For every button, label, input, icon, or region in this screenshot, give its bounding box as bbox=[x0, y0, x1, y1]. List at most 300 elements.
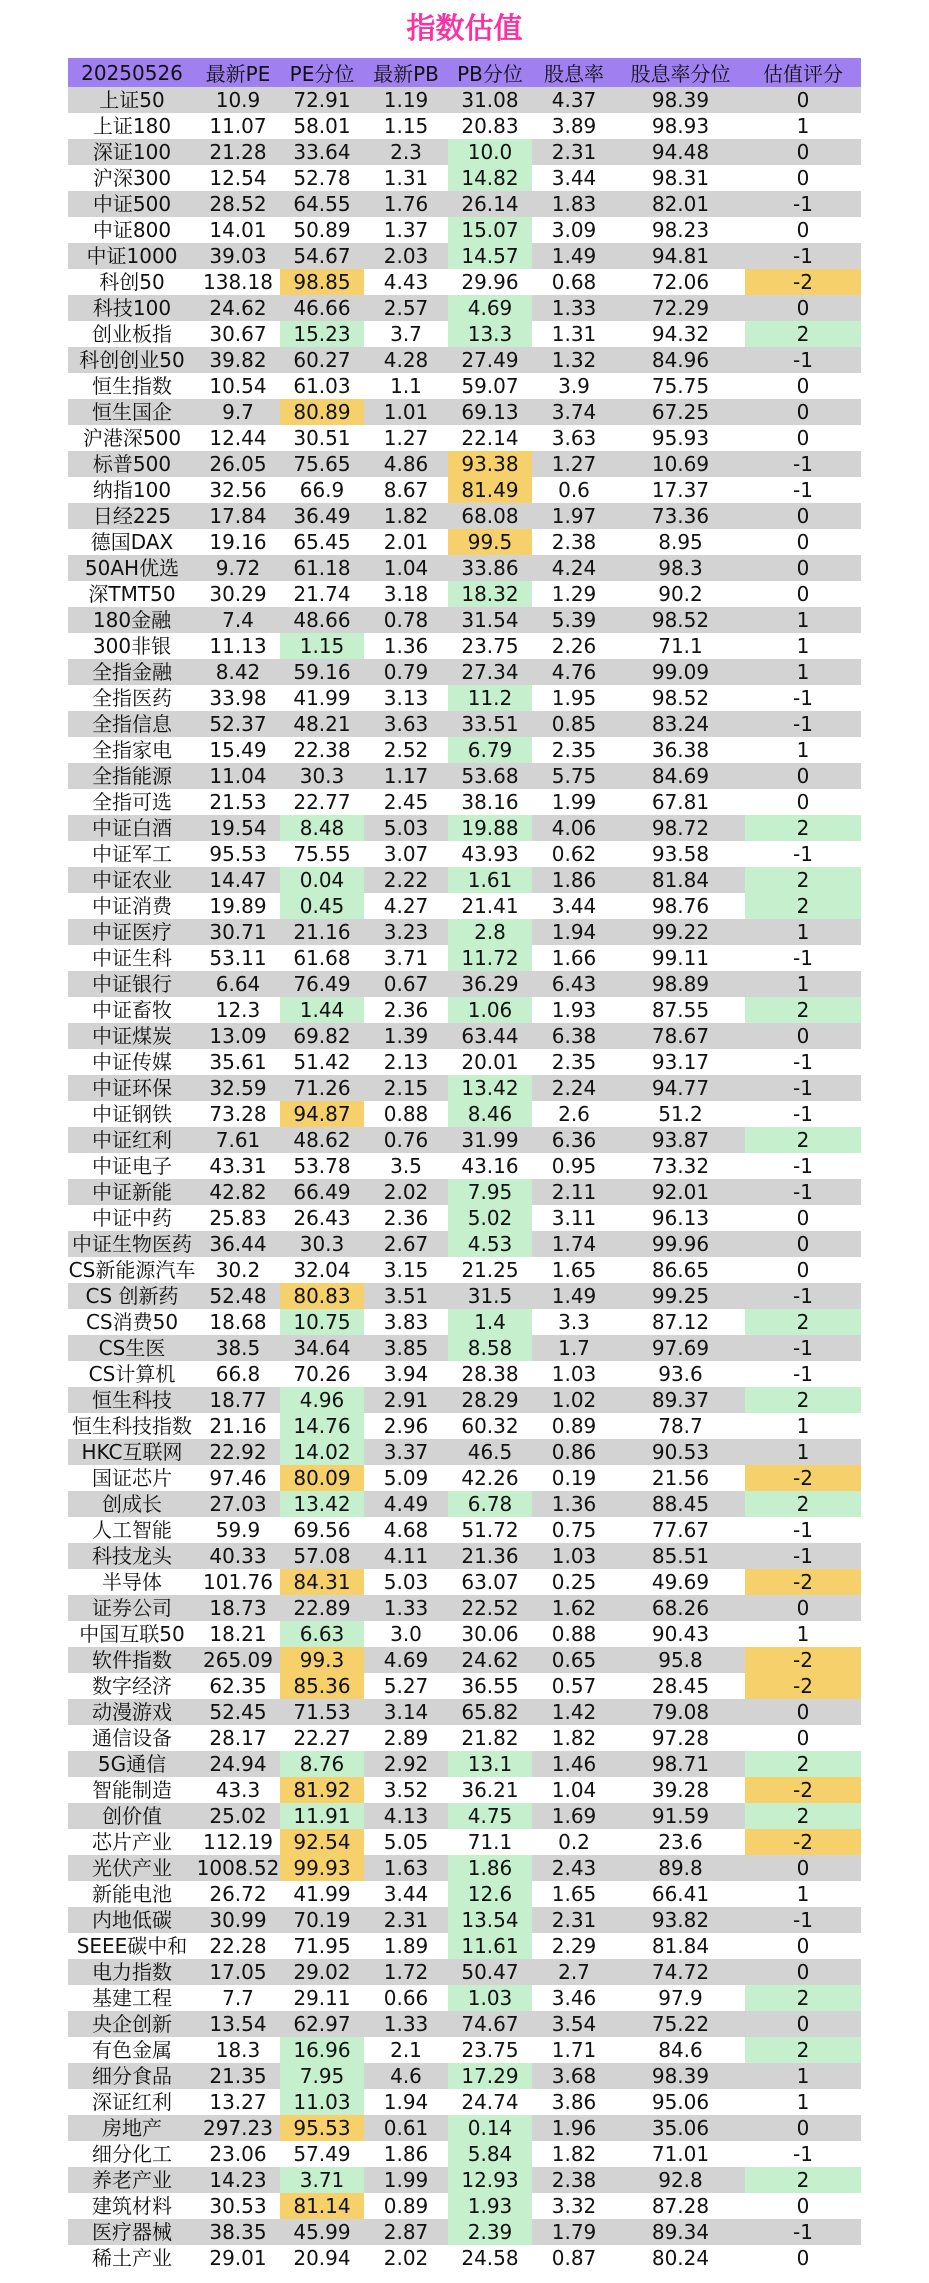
dividend-yield-cell: 0.89 bbox=[532, 1413, 616, 1439]
dividend-percentile-cell: 82.01 bbox=[616, 191, 745, 217]
pe-percentile-cell: 11.91 bbox=[280, 1803, 364, 1829]
pb-cell: 4.11 bbox=[364, 1543, 448, 1569]
pe-percentile-cell: 16.96 bbox=[280, 2037, 364, 2063]
dividend-yield-cell: 1.94 bbox=[532, 919, 616, 945]
valuation-score-cell: -2 bbox=[745, 1777, 861, 1803]
pe-cell: 97.46 bbox=[196, 1465, 280, 1491]
pe-cell: 28.52 bbox=[196, 191, 280, 217]
pe-cell: 138.18 bbox=[196, 269, 280, 295]
dividend-percentile-cell: 98.39 bbox=[616, 2063, 745, 2089]
table-row bbox=[68, 1751, 861, 1777]
dividend-percentile-cell: 89.34 bbox=[616, 2219, 745, 2245]
valuation-score-cell: -1 bbox=[745, 1907, 861, 1933]
index-name-cell: 180金融 bbox=[68, 607, 196, 633]
dividend-percentile-cell: 77.67 bbox=[616, 1517, 745, 1543]
dividend-yield-cell: 2.29 bbox=[532, 1933, 616, 1959]
valuation-score-cell: -1 bbox=[745, 1335, 861, 1361]
table-row bbox=[68, 139, 861, 165]
dividend-percentile-cell: 87.12 bbox=[616, 1309, 745, 1335]
index-name-cell: CS新能源汽车 bbox=[68, 1258, 196, 1282]
pe-percentile-cell: 72.91 bbox=[280, 87, 364, 113]
pe-cell: 21.53 bbox=[196, 789, 280, 815]
dividend-yield-cell: 1.03 bbox=[532, 1543, 616, 1569]
dividend-percentile-cell: 67.81 bbox=[616, 789, 745, 815]
dividend-percentile-cell: 98.3 bbox=[616, 555, 745, 581]
pb-percentile-cell: 13.54 bbox=[448, 1907, 532, 1933]
pb-cell: 2.92 bbox=[364, 1751, 448, 1777]
pe-cell: 30.71 bbox=[196, 919, 280, 945]
dividend-yield-cell: 0.62 bbox=[532, 841, 616, 867]
dividend-yield-cell: 0.68 bbox=[532, 269, 616, 295]
table-row bbox=[68, 633, 861, 659]
index-name-cell: 科创创业50 bbox=[68, 347, 196, 373]
pe-percentile-cell: 81.14 bbox=[280, 2193, 364, 2219]
dividend-percentile-cell: 84.96 bbox=[616, 347, 745, 373]
index-name-cell: 光伏产业 bbox=[68, 1855, 196, 1881]
pb-percentile-cell: 60.32 bbox=[448, 1413, 532, 1439]
dividend-yield-cell: 0.85 bbox=[532, 711, 616, 737]
pe-cell: 25.02 bbox=[196, 1803, 280, 1829]
pb-percentile-cell: 31.99 bbox=[448, 1127, 532, 1153]
dividend-yield-cell: 1.74 bbox=[532, 1231, 616, 1257]
pe-cell: 73.28 bbox=[196, 1101, 280, 1127]
pb-percentile-cell: 12.6 bbox=[448, 1881, 532, 1907]
table-row bbox=[68, 269, 861, 295]
index-name-cell: 中证800 bbox=[68, 217, 196, 243]
dividend-yield-cell: 0.86 bbox=[532, 1439, 616, 1465]
dividend-percentile-cell: 94.77 bbox=[616, 1075, 745, 1101]
index-name-cell: 50AH优选 bbox=[68, 555, 196, 581]
dividend-percentile-cell: 67.25 bbox=[616, 399, 745, 425]
dividend-yield-cell: 6.38 bbox=[532, 1023, 616, 1049]
index-name-cell: 恒生指数 bbox=[68, 373, 196, 399]
dividend-percentile-cell: 95.8 bbox=[616, 1647, 745, 1673]
pe-percentile-cell: 80.83 bbox=[280, 1283, 364, 1309]
pb-cell: 5.09 bbox=[364, 1465, 448, 1491]
dividend-yield-cell: 3.46 bbox=[532, 1985, 616, 2011]
table-row bbox=[68, 425, 861, 451]
table-row bbox=[68, 1855, 861, 1881]
dividend-percentile-cell: 98.93 bbox=[616, 113, 745, 139]
pe-cell: 12.54 bbox=[196, 165, 280, 191]
pb-cell: 1.33 bbox=[364, 2011, 448, 2037]
table-row bbox=[68, 1127, 861, 1153]
dividend-percentile-cell: 93.58 bbox=[616, 841, 745, 867]
table-row bbox=[68, 841, 861, 867]
pe-percentile-cell: 34.64 bbox=[280, 1335, 364, 1361]
index-name-cell: 中证银行 bbox=[68, 971, 196, 997]
dividend-percentile-cell: 97.28 bbox=[616, 1725, 745, 1751]
table-row bbox=[68, 2245, 861, 2271]
dividend-percentile-cell: 21.56 bbox=[616, 1465, 745, 1491]
table-row bbox=[68, 347, 861, 373]
pb-cell: 0.88 bbox=[364, 1101, 448, 1127]
pb-cell: 1.31 bbox=[364, 165, 448, 191]
dividend-yield-cell: 1.49 bbox=[532, 1283, 616, 1309]
pb-percentile-cell: 81.49 bbox=[448, 477, 532, 503]
table-row bbox=[68, 1569, 861, 1595]
table-row bbox=[68, 191, 861, 217]
index-name-cell: 科技龙头 bbox=[68, 1543, 196, 1569]
pb-cell: 3.44 bbox=[364, 1881, 448, 1907]
pb-percentile-cell: 5.02 bbox=[448, 1205, 532, 1231]
pe-cell: 66.8 bbox=[196, 1361, 280, 1387]
pb-percentile-cell: 30.06 bbox=[448, 1621, 532, 1647]
pe-cell: 24.94 bbox=[196, 1751, 280, 1777]
index-name-cell: 芯片产业 bbox=[68, 1829, 196, 1855]
index-name-cell: 恒生科技 bbox=[68, 1387, 196, 1413]
pe-percentile-cell: 81.92 bbox=[280, 1777, 364, 1803]
column-header-pe: 最新PE bbox=[196, 58, 280, 87]
table-row bbox=[68, 295, 861, 321]
pe-percentile-cell: 52.78 bbox=[280, 165, 364, 191]
valuation-score-cell: 1 bbox=[745, 659, 861, 685]
pe-cell: 30.29 bbox=[196, 581, 280, 607]
pb-percentile-cell: 22.14 bbox=[448, 425, 532, 451]
pb-percentile-cell: 2.8 bbox=[448, 919, 532, 945]
pb-percentile-cell: 26.14 bbox=[448, 191, 532, 217]
pe-cell: 19.54 bbox=[196, 815, 280, 841]
index-name-cell: 标普500 bbox=[68, 451, 196, 477]
index-name-cell: 全指信息 bbox=[68, 711, 196, 737]
pb-percentile-cell: 8.58 bbox=[448, 1335, 532, 1361]
valuation-score-cell: 2 bbox=[745, 2037, 861, 2063]
pe-percentile-cell: 71.53 bbox=[280, 1699, 364, 1725]
valuation-score-cell: -1 bbox=[745, 347, 861, 373]
pb-percentile-cell: 1.03 bbox=[448, 1985, 532, 2011]
table-row bbox=[68, 815, 861, 841]
dividend-percentile-cell: 71.1 bbox=[616, 633, 745, 659]
pb-percentile-cell: 36.55 bbox=[448, 1673, 532, 1699]
dividend-percentile-cell: 98.89 bbox=[616, 971, 745, 997]
index-name-cell: 央企创新 bbox=[68, 2011, 196, 2037]
table-row bbox=[68, 1595, 861, 1621]
dividend-percentile-cell: 91.59 bbox=[616, 1803, 745, 1829]
index-name-cell: CS计算机 bbox=[68, 1361, 196, 1387]
table-row bbox=[68, 659, 861, 685]
pe-cell: 39.82 bbox=[196, 347, 280, 373]
valuation-score-cell: 2 bbox=[745, 2167, 861, 2193]
valuation-score-cell: 2 bbox=[745, 1127, 861, 1153]
pe-cell: 19.89 bbox=[196, 893, 280, 919]
dividend-percentile-cell: 95.06 bbox=[616, 2089, 745, 2115]
valuation-score-cell: -2 bbox=[745, 269, 861, 295]
valuation-score-cell: -1 bbox=[745, 1543, 861, 1569]
dividend-yield-cell: 3.54 bbox=[532, 2011, 616, 2037]
valuation-score-cell: 0 bbox=[745, 1231, 861, 1257]
pe-cell: 9.72 bbox=[196, 555, 280, 581]
table-row bbox=[68, 1361, 861, 1387]
pe-cell: 21.28 bbox=[196, 139, 280, 165]
valuation-score-cell: 0 bbox=[745, 373, 861, 399]
pe-percentile-cell: 65.45 bbox=[280, 529, 364, 555]
table-row bbox=[68, 2219, 861, 2245]
dividend-percentile-cell: 97.9 bbox=[616, 1985, 745, 2011]
pb-cell: 3.71 bbox=[364, 945, 448, 971]
valuation-score-cell: 1 bbox=[745, 1881, 861, 1907]
valuation-score-cell: 0 bbox=[745, 2115, 861, 2141]
valuation-score-cell: 1 bbox=[745, 737, 861, 763]
table-row bbox=[68, 997, 861, 1023]
index-name-cell: 智能制造 bbox=[68, 1777, 196, 1803]
pe-cell: 13.54 bbox=[196, 2011, 280, 2037]
valuation-score-cell: 2 bbox=[745, 893, 861, 919]
pb-percentile-cell: 65.82 bbox=[448, 1699, 532, 1725]
pe-cell: 8.42 bbox=[196, 659, 280, 685]
table-row bbox=[68, 971, 861, 997]
index-name-cell: 德国DAX bbox=[68, 529, 196, 555]
pb-cell: 0.66 bbox=[364, 1985, 448, 2011]
table-row bbox=[68, 1621, 861, 1647]
pe-cell: 13.09 bbox=[196, 1023, 280, 1049]
valuation-score-cell: -1 bbox=[745, 477, 861, 503]
pb-percentile-cell: 43.93 bbox=[448, 841, 532, 867]
pb-cell: 3.5 bbox=[364, 1153, 448, 1179]
pe-cell: 7.61 bbox=[196, 1127, 280, 1153]
dividend-percentile-cell: 89.8 bbox=[616, 1855, 745, 1881]
dividend-percentile-cell: 86.65 bbox=[616, 1257, 745, 1283]
pb-percentile-cell: 19.88 bbox=[448, 815, 532, 841]
valuation-score-cell: -2 bbox=[745, 1829, 861, 1855]
table-row bbox=[68, 2167, 861, 2193]
index-name-cell: 中证钢铁 bbox=[68, 1101, 196, 1127]
pb-percentile-cell: 20.83 bbox=[448, 113, 532, 139]
dividend-yield-cell: 1.31 bbox=[532, 321, 616, 347]
pe-percentile-cell: 92.54 bbox=[280, 1829, 364, 1855]
pb-cell: 3.23 bbox=[364, 919, 448, 945]
pe-percentile-cell: 36.49 bbox=[280, 503, 364, 529]
pe-cell: 11.04 bbox=[196, 763, 280, 789]
table-row bbox=[68, 711, 861, 737]
pb-percentile-cell: 22.52 bbox=[448, 1595, 532, 1621]
dividend-yield-cell: 0.25 bbox=[532, 1569, 616, 1595]
pe-percentile-cell: 11.03 bbox=[280, 2089, 364, 2115]
pe-cell: 14.23 bbox=[196, 2167, 280, 2193]
pb-cell: 3.85 bbox=[364, 1335, 448, 1361]
index-name-cell: 恒生科技指数 bbox=[68, 1413, 196, 1439]
pe-cell: 30.53 bbox=[196, 2193, 280, 2219]
table-row bbox=[68, 503, 861, 529]
dividend-percentile-cell: 39.28 bbox=[616, 1777, 745, 1803]
pe-percentile-cell: 8.76 bbox=[280, 1751, 364, 1777]
valuation-score-cell: 1 bbox=[745, 2063, 861, 2089]
pb-cell: 1.15 bbox=[364, 113, 448, 139]
dividend-yield-cell: 2.31 bbox=[532, 139, 616, 165]
pe-percentile-cell: 21.16 bbox=[280, 919, 364, 945]
dividend-percentile-cell: 71.01 bbox=[616, 2141, 745, 2167]
index-name-cell: 中证500 bbox=[68, 191, 196, 217]
pe-percentile-cell: 76.49 bbox=[280, 971, 364, 997]
table-row bbox=[68, 1829, 861, 1855]
index-name-cell: 创价值 bbox=[68, 1803, 196, 1829]
pe-percentile-cell: 51.42 bbox=[280, 1049, 364, 1075]
pe-percentile-cell: 71.95 bbox=[280, 1933, 364, 1959]
dividend-yield-cell: 0.2 bbox=[532, 1829, 616, 1855]
dividend-percentile-cell: 98.76 bbox=[616, 893, 745, 919]
index-name-cell: 深证100 bbox=[68, 139, 196, 165]
dividend-percentile-cell: 98.71 bbox=[616, 1751, 745, 1777]
pe-cell: 1008.52 bbox=[196, 1856, 280, 1880]
pe-cell: 43.3 bbox=[196, 1777, 280, 1803]
pe-percentile-cell: 45.99 bbox=[280, 2219, 364, 2245]
pe-cell: 22.92 bbox=[196, 1439, 280, 1465]
pb-percentile-cell: 1.93 bbox=[448, 2193, 532, 2219]
dividend-percentile-cell: 81.84 bbox=[616, 867, 745, 893]
pb-percentile-cell: 11.72 bbox=[448, 945, 532, 971]
valuation-score-cell: 0 bbox=[745, 1205, 861, 1231]
pb-percentile-cell: 24.62 bbox=[448, 1647, 532, 1673]
pe-percentile-cell: 58.01 bbox=[280, 113, 364, 139]
index-name-cell: 证券公司 bbox=[68, 1595, 196, 1621]
valuation-score-cell: 2 bbox=[745, 1387, 861, 1413]
table-row bbox=[68, 477, 861, 503]
pb-percentile-cell: 29.96 bbox=[448, 269, 532, 295]
dividend-percentile-cell: 90.2 bbox=[616, 581, 745, 607]
pe-percentile-cell: 69.56 bbox=[280, 1517, 364, 1543]
valuation-score-cell: 0 bbox=[745, 1725, 861, 1751]
dividend-yield-cell: 3.09 bbox=[532, 217, 616, 243]
index-name-cell: 有色金属 bbox=[68, 2037, 196, 2063]
dividend-percentile-cell: 99.96 bbox=[616, 1231, 745, 1257]
dividend-percentile-cell: 94.48 bbox=[616, 139, 745, 165]
pb-cell: 2.52 bbox=[364, 737, 448, 763]
index-name-cell: 半导体 bbox=[68, 1569, 196, 1595]
pe-percentile-cell: 60.27 bbox=[280, 347, 364, 373]
pe-percentile-cell: 95.53 bbox=[280, 2115, 364, 2141]
index-name-cell: 纳指100 bbox=[68, 477, 196, 503]
valuation-score-cell: 0 bbox=[745, 763, 861, 789]
index-name-cell: 软件指数 bbox=[68, 1647, 196, 1673]
pb-percentile-cell: 27.34 bbox=[448, 659, 532, 685]
column-header-dividend-yield: 股息率 bbox=[532, 58, 616, 87]
valuation-score-cell: 1 bbox=[745, 113, 861, 139]
dividend-yield-cell: 6.43 bbox=[532, 971, 616, 997]
dividend-percentile-cell: 98.52 bbox=[616, 685, 745, 711]
pb-percentile-cell: 21.25 bbox=[448, 1257, 532, 1283]
pe-cell: 297.23 bbox=[196, 2115, 280, 2141]
pb-percentile-cell: 13.42 bbox=[448, 1075, 532, 1101]
pb-percentile-cell: 50.47 bbox=[448, 1959, 532, 1985]
pe-cell: 21.35 bbox=[196, 2063, 280, 2089]
pb-percentile-cell: 1.4 bbox=[448, 1309, 532, 1335]
pe-percentile-cell: 61.68 bbox=[280, 945, 364, 971]
valuation-score-cell: -1 bbox=[745, 451, 861, 477]
pb-percentile-cell: 6.79 bbox=[448, 737, 532, 763]
pb-cell: 0.61 bbox=[364, 2115, 448, 2141]
pe-cell: 43.31 bbox=[196, 1153, 280, 1179]
pb-percentile-cell: 36.29 bbox=[448, 971, 532, 997]
pb-cell: 3.83 bbox=[364, 1309, 448, 1335]
pb-percentile-cell: 28.38 bbox=[448, 1361, 532, 1387]
valuation-score-cell: -1 bbox=[745, 1179, 861, 1205]
index-name-cell: SEEE碳中和 bbox=[68, 1933, 196, 1959]
pe-percentile-cell: 71.26 bbox=[280, 1075, 364, 1101]
pe-percentile-cell: 33.64 bbox=[280, 139, 364, 165]
pb-percentile-cell: 63.44 bbox=[448, 1023, 532, 1049]
pb-cell: 3.18 bbox=[364, 581, 448, 607]
table-row bbox=[68, 1049, 861, 1075]
pe-cell: 9.7 bbox=[196, 399, 280, 425]
pb-cell: 1.86 bbox=[364, 2141, 448, 2167]
dividend-yield-cell: 1.65 bbox=[532, 1881, 616, 1907]
pe-cell: 27.03 bbox=[196, 1491, 280, 1517]
table-row bbox=[68, 867, 861, 893]
pb-percentile-cell: 99.5 bbox=[448, 529, 532, 555]
index-name-cell: 基建工程 bbox=[68, 1985, 196, 2011]
pe-percentile-cell: 29.02 bbox=[280, 1959, 364, 1985]
index-name-cell: 动漫游戏 bbox=[68, 1699, 196, 1725]
dividend-percentile-cell: 96.13 bbox=[616, 1205, 745, 1231]
index-name-cell: 创成长 bbox=[68, 1491, 196, 1517]
pe-percentile-cell: 30.3 bbox=[280, 763, 364, 789]
pb-percentile-cell: 31.5 bbox=[448, 1283, 532, 1309]
pb-cell: 5.05 bbox=[364, 1829, 448, 1855]
pe-cell: 26.72 bbox=[196, 1881, 280, 1907]
valuation-score-cell: 0 bbox=[745, 1959, 861, 1985]
dividend-yield-cell: 1.96 bbox=[532, 2115, 616, 2141]
table-row bbox=[68, 1023, 861, 1049]
pb-cell: 2.36 bbox=[364, 997, 448, 1023]
pe-cell: 36.44 bbox=[196, 1231, 280, 1257]
dividend-percentile-cell: 78.7 bbox=[616, 1413, 745, 1439]
pb-cell: 3.63 bbox=[364, 711, 448, 737]
pe-percentile-cell: 57.49 bbox=[280, 2141, 364, 2167]
table-row bbox=[68, 399, 861, 425]
dividend-yield-cell: 2.31 bbox=[532, 1907, 616, 1933]
dividend-yield-cell: 1.04 bbox=[532, 1777, 616, 1803]
pb-cell: 0.67 bbox=[364, 971, 448, 997]
pb-percentile-cell: 13.1 bbox=[448, 1751, 532, 1777]
dividend-percentile-cell: 90.53 bbox=[616, 1439, 745, 1465]
valuation-score-cell: 2 bbox=[745, 1491, 861, 1517]
pb-cell: 2.91 bbox=[364, 1387, 448, 1413]
valuation-score-cell: 1 bbox=[745, 1439, 861, 1465]
dividend-yield-cell: 1.7 bbox=[532, 1335, 616, 1361]
dividend-yield-cell: 4.06 bbox=[532, 815, 616, 841]
valuation-score-cell: 1 bbox=[745, 1413, 861, 1439]
pb-percentile-cell: 21.36 bbox=[448, 1543, 532, 1569]
valuation-score-cell: 0 bbox=[745, 1595, 861, 1621]
pe-cell: 7.7 bbox=[196, 1985, 280, 2011]
pe-cell: 13.27 bbox=[196, 2089, 280, 2115]
dividend-percentile-cell: 94.32 bbox=[616, 321, 745, 347]
pe-percentile-cell: 66.49 bbox=[280, 1179, 364, 1205]
valuation-score-cell: 1 bbox=[745, 971, 861, 997]
index-name-cell: 中证1000 bbox=[68, 243, 196, 269]
valuation-score-cell: -2 bbox=[745, 1465, 861, 1491]
pb-cell: 3.0 bbox=[364, 1621, 448, 1647]
valuation-score-cell: 2 bbox=[745, 997, 861, 1023]
table-row bbox=[68, 2089, 861, 2115]
pe-percentile-cell: 7.95 bbox=[280, 2063, 364, 2089]
pe-percentile-cell: 57.08 bbox=[280, 1543, 364, 1569]
pb-cell: 4.13 bbox=[364, 1803, 448, 1829]
table-row bbox=[68, 581, 861, 607]
index-name-cell: 中证煤炭 bbox=[68, 1023, 196, 1049]
table-row bbox=[68, 321, 861, 347]
dividend-percentile-cell: 51.2 bbox=[616, 1101, 745, 1127]
pb-cell: 1.19 bbox=[364, 87, 448, 113]
pb-cell: 4.43 bbox=[364, 269, 448, 295]
dividend-percentile-cell: 66.41 bbox=[616, 1881, 745, 1907]
dividend-yield-cell: 3.74 bbox=[532, 399, 616, 425]
pb-cell: 0.76 bbox=[364, 1127, 448, 1153]
pe-cell: 52.45 bbox=[196, 1699, 280, 1725]
pb-cell: 2.3 bbox=[364, 139, 448, 165]
pe-percentile-cell: 4.96 bbox=[280, 1387, 364, 1413]
index-name-cell: 建筑材料 bbox=[68, 2193, 196, 2219]
index-name-cell: 中证畜牧 bbox=[68, 997, 196, 1023]
